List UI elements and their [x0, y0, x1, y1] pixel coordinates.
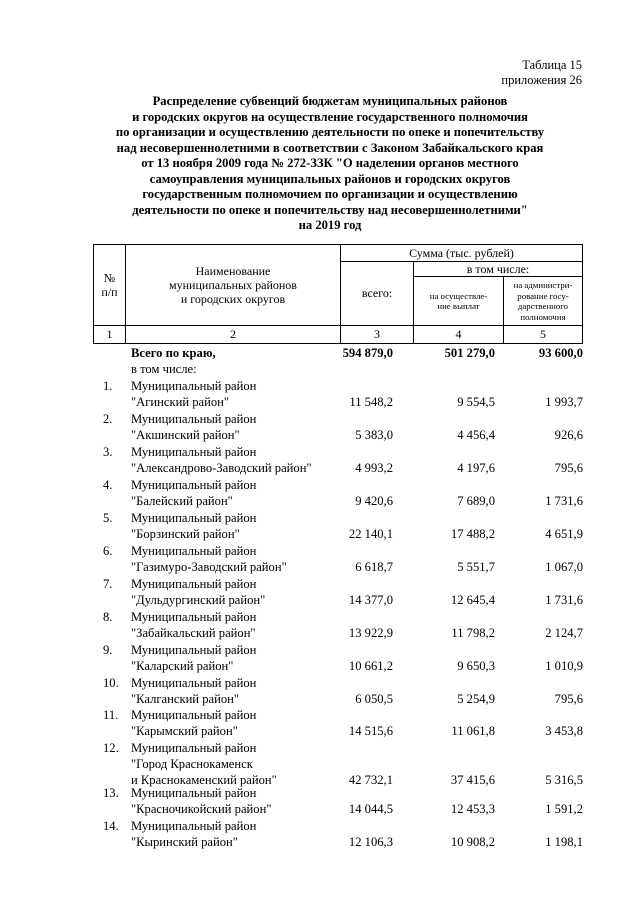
row-number: 2. — [103, 412, 113, 426]
title-line: государственным полномочием по организации и осуществлению — [142, 187, 518, 201]
row-number: 9. — [103, 643, 113, 657]
row-name-line: "Кыринский район" — [131, 835, 238, 849]
row-name-line: "Балейский район" — [131, 494, 233, 508]
col-number-5: 5 — [540, 327, 546, 341]
header-sum: Сумма (тыс. рублей) — [409, 245, 514, 260]
row-payments: 7 689,0 — [457, 494, 495, 508]
row-payments: 17 488,2 — [450, 527, 495, 541]
title-line: по организации и осуществлению деятельности по опеке и попечительству — [115, 125, 545, 139]
row-admin: 1 010,9 — [545, 659, 583, 673]
row-total: 14 044,5 — [348, 802, 393, 816]
row-name-line: Муниципальный район — [131, 610, 257, 624]
row-number: 12. — [103, 741, 119, 755]
row-name-line: Муниципальный район — [131, 643, 257, 657]
title-line: деятельности по опеке и попечительству над несовершеннолетними" — [132, 202, 528, 217]
row-name-line: "Агинский район" — [131, 395, 230, 409]
row-name-line: Муниципальный район — [131, 708, 257, 722]
document-title — [100, 94, 560, 234]
row-number: 8. — [103, 610, 113, 624]
row-name-line: "Александрово-Заводский район" — [131, 461, 312, 475]
header-payments: на осуществле- ние выплат — [429, 290, 488, 311]
row-payments: 12 645,4 — [450, 593, 495, 607]
row-name-line: "Калганский район" — [131, 692, 239, 706]
row-name-line: "Город Краснокаменск — [131, 757, 253, 771]
row-total: 5 383,0 — [355, 428, 393, 442]
row-number: 1. — [103, 379, 113, 393]
row-number: 7. — [103, 577, 113, 591]
row-admin: 4 651,9 — [545, 527, 583, 541]
row-name-line: "Карымский район" — [131, 724, 238, 738]
row-name-line: Муниципальный район — [131, 478, 257, 492]
row-admin: 795,6 — [554, 461, 583, 475]
total-sublabel: в том числе: — [131, 362, 197, 376]
row-payments: 11 798,2 — [451, 626, 495, 640]
row-number: 5. — [103, 511, 113, 525]
row-total: 13 922,9 — [348, 626, 393, 640]
table-header — [93, 244, 583, 344]
row-payments: 11 061,8 — [451, 724, 495, 738]
row-number: 6. — [103, 544, 113, 558]
row-total: 42 732,1 — [348, 773, 393, 787]
row-admin: 5 316,5 — [545, 773, 583, 787]
title-line: самоуправления муниципальных районов и городских округов — [149, 171, 511, 186]
total-sum: 594 879,0 — [342, 346, 393, 360]
col-number-1: 1 — [106, 327, 113, 341]
row-payments: 4 456,4 — [457, 428, 495, 442]
row-name-line: Муниципальный район — [131, 544, 257, 558]
total-label: Всего по краю, — [131, 346, 216, 360]
row-payments: 9 650,3 — [457, 659, 495, 673]
title-line: и городских округов на осуществление государственного полномочия — [132, 109, 528, 124]
row-name-line: "Газимуро-Заводский район" — [131, 560, 287, 574]
row-name-line: Муниципальный район — [131, 577, 257, 591]
row-total: 11 548,2 — [349, 395, 393, 409]
row-admin: 1 993,7 — [545, 395, 583, 409]
row-total: 14 377,0 — [348, 593, 393, 607]
row-name-line: Муниципальный район — [131, 819, 257, 833]
table-reference — [501, 58, 582, 88]
header-total: всего: — [361, 286, 393, 300]
row-admin: 795,6 — [554, 692, 583, 706]
table-number: Таблица 15 — [522, 58, 582, 72]
row-admin: 1 198,1 — [545, 835, 583, 849]
title-line: от 13 ноября 2009 года № 272-ЗЗК "О наделении органов местного — [141, 156, 519, 170]
header-col-number: № п/п — [101, 271, 118, 299]
row-name-line: Муниципальный район — [131, 379, 257, 393]
row-admin: 1 731,6 — [545, 494, 583, 508]
row-total: 12 106,3 — [348, 835, 393, 849]
row-name-line: Муниципальный район — [131, 741, 257, 755]
row-total: 6 618,7 — [355, 560, 393, 574]
row-payments: 4 197,6 — [457, 461, 495, 475]
header-including: в том числе: — [466, 261, 530, 276]
row-number: 11. — [103, 708, 119, 722]
row-admin: 1 067,0 — [545, 560, 583, 574]
row-name-line: "Красночикойский район" — [131, 802, 272, 816]
row-name-line: Муниципальный район — [131, 786, 257, 800]
total-admin: 93 600,0 — [538, 346, 583, 360]
row-payments: 5 551,7 — [457, 560, 495, 574]
total-payments: 501 279,0 — [444, 346, 495, 360]
row-name-line: и Краснокаменский район" — [131, 773, 277, 787]
row-total: 4 993,2 — [355, 461, 393, 475]
row-payments: 37 415,6 — [450, 773, 495, 787]
row-total: 9 420,6 — [355, 494, 393, 508]
row-admin: 926,6 — [554, 428, 583, 442]
col-number-3: 3 — [374, 327, 380, 341]
row-name-line: "Акшинский район" — [131, 428, 240, 442]
row-name-line: Муниципальный район — [131, 412, 257, 426]
row-admin: 2 124,7 — [545, 626, 583, 640]
row-payments: 10 908,2 — [450, 835, 495, 849]
col-number-2: 2 — [230, 327, 236, 341]
title-line: над несовершеннолетними в соответствии с Законом Забайкальского края — [116, 140, 544, 155]
title-line: на 2019 год — [298, 218, 362, 232]
row-number: 4. — [103, 478, 113, 492]
row-name-line: "Каларский район" — [131, 659, 234, 673]
row-admin: 1 731,6 — [545, 593, 583, 607]
header-col-name: Наименование муниципальных районов и городских округов — [169, 264, 297, 306]
row-number: 14. — [103, 819, 119, 833]
row-number: 3. — [103, 445, 113, 459]
header-admin: на администри- рование госу- дарственного полномочия — [513, 280, 573, 322]
title-line: Распределение субвенций бюджетам муниципальных районов — [152, 94, 508, 108]
row-payments: 9 554,5 — [457, 395, 495, 409]
row-admin: 3 453,8 — [545, 724, 583, 738]
row-payments: 12 453,3 — [450, 802, 495, 816]
row-name-line: Муниципальный район — [131, 511, 257, 525]
row-name-line: "Борзинский район" — [131, 527, 240, 541]
row-admin: 1 591,2 — [545, 802, 583, 816]
row-number: 10. — [103, 676, 119, 690]
appendix-number: приложения 26 — [501, 73, 582, 87]
row-number: 13. — [103, 786, 119, 800]
row-name-line: "Забайкальский район" — [131, 626, 256, 640]
row-name-line: Муниципальный район — [131, 445, 257, 459]
row-total: 14 515,6 — [348, 724, 393, 738]
row-payments: 5 254,9 — [457, 692, 495, 706]
row-total: 10 661,2 — [348, 659, 393, 673]
col-number-4: 4 — [455, 327, 462, 341]
row-total: 22 140,1 — [348, 527, 393, 541]
row-name-line: Муниципальный район — [131, 676, 257, 690]
row-total: 6 050,5 — [355, 692, 393, 706]
row-name-line: "Дульдургинский район" — [131, 593, 266, 607]
